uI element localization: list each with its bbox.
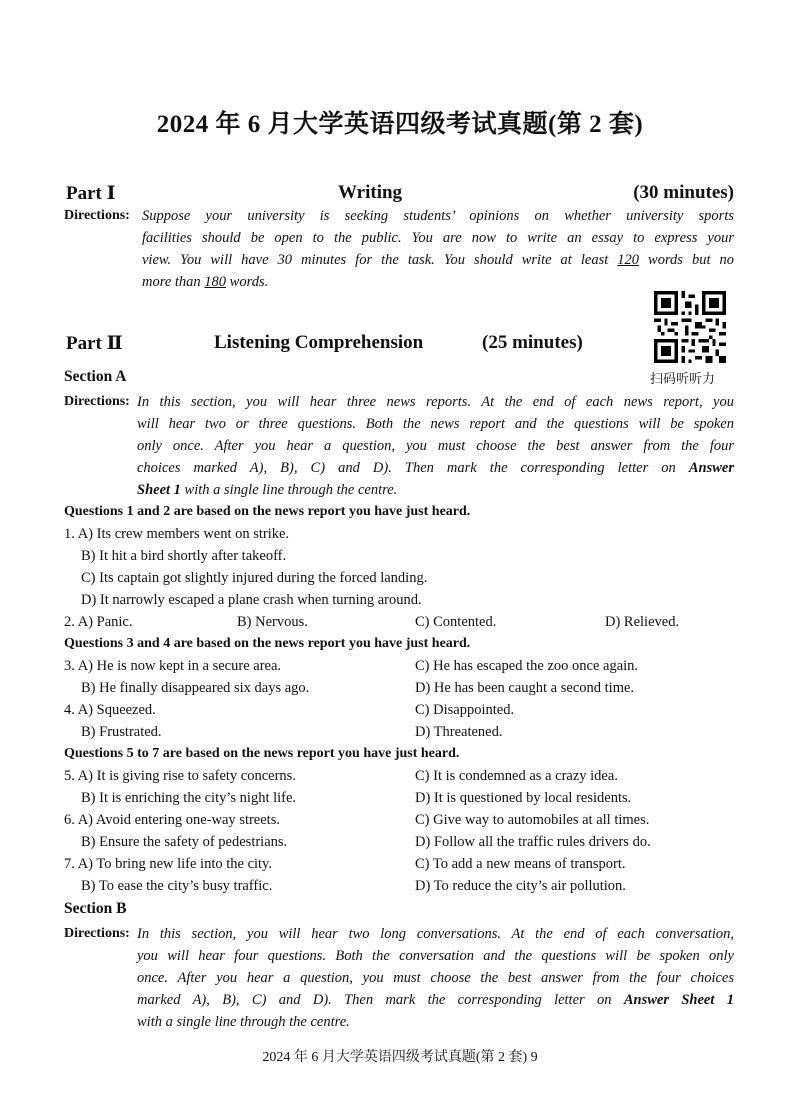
q3-option-b: B) He finally disappeared six days ago.	[81, 680, 310, 696]
section-b-dir-line: with a single line through the centre.	[137, 1014, 350, 1030]
q1-option-c: C) Its captain got slightly injured during the forced landing.	[81, 570, 428, 586]
answer-sheet-label: Answer Sheet 1	[623, 992, 734, 1008]
question-group-heading: Questions 3 and 4 are based on the news report you have just heard.	[64, 636, 471, 651]
part1-dir-line	[142, 271, 734, 293]
question-group-heading: Questions 1 and 2 are based on the news report you have just heard.	[64, 504, 471, 519]
q5-option-b: B) It is enriching the city’s night life.	[81, 790, 297, 806]
section-a-directions-label: Directions:	[64, 394, 130, 409]
section-a-dir-line: only once. After you hear a question, you must choose the best answer from the four	[137, 438, 734, 454]
max-words: 180	[204, 274, 227, 290]
qr-code-icon[interactable]	[654, 291, 726, 363]
part1-dir-line	[142, 249, 734, 271]
q2-option-c: C) Contented.	[415, 614, 497, 630]
part1-dir-text: words but no	[639, 252, 734, 268]
qr-caption: 扫码听听力	[650, 372, 716, 387]
part1-time: (30 minutes)	[633, 182, 734, 203]
part1-dir-text: view. You will have 30 minutes for the task. You should write at least	[142, 252, 618, 268]
q4-option-a: 4. A) Squeezed.	[64, 702, 156, 718]
section-b-dir-line	[137, 989, 734, 1011]
section-a-dir-line: will hear two or three questions. Both the news report and the questions will be spoken	[137, 416, 734, 432]
q1-option-d: D) It narrowly escaped a plane crash when turning around.	[81, 592, 422, 608]
min-words: 120	[617, 252, 640, 268]
section-b-heading: Section B	[64, 900, 127, 917]
page-footer: 2024 年 6 月大学英语四级考试真题(第 2 套) 9	[262, 1050, 538, 1065]
section-a-heading: Section A	[64, 368, 127, 385]
q4-option-d: D) Threatened.	[415, 724, 503, 740]
answer-sheet-label: Sheet 1	[137, 482, 181, 498]
part1-dir-line: facilities should be open to the public. You are now to write an essay to express your	[142, 230, 734, 246]
q6-option-b: B) Ensure the safety of pedestrians.	[81, 834, 288, 850]
q2-option-b: B) Nervous.	[237, 614, 308, 630]
q7-option-b: B) To ease the city’s busy traffic.	[81, 878, 273, 894]
part1-dir-text: words.	[226, 274, 269, 290]
part2-time: (25 minutes)	[482, 332, 583, 353]
q4-option-b: B) Frustrated.	[81, 724, 162, 740]
q1-option-b: B) It hit a bird shortly after takeoff.	[81, 548, 287, 564]
section-a-dir-line	[137, 479, 734, 501]
part1-label: Part Ⅰ	[66, 183, 116, 204]
q4-option-c: C) Disappointed.	[415, 702, 515, 718]
q3-option-c: C) He has escaped the zoo once again.	[415, 658, 639, 674]
q5-option-d: D) It is questioned by local residents.	[415, 790, 632, 806]
q6-option-c: C) Give way to automobiles at all times.	[415, 812, 650, 828]
q3-option-a: 3. A) He is now kept in a secure area.	[64, 658, 282, 674]
q2-option-d: D) Relieved.	[605, 614, 680, 630]
section-b-dir-line: once. After you hear a question, you must choose the best answer from the four choices	[137, 970, 734, 986]
section-a-dir-line	[137, 457, 734, 479]
section-a-dir-line: In this section, you will hear three news reports. At the end of each news report, you	[137, 394, 734, 410]
section-b-directions	[137, 923, 734, 1033]
q1-option-a: 1. A) Its crew members went on strike.	[64, 526, 290, 542]
q6-option-a: 6. A) Avoid entering one-way streets.	[64, 812, 280, 828]
q7-option-d: D) To reduce the city’s air pollution.	[415, 878, 626, 894]
page-title: 2024 年 6 月大学英语四级考试真题(第 2 套)	[156, 111, 644, 138]
q5-option-c: C) It is condemned as a crazy idea.	[415, 768, 618, 784]
section-a-dir-text: choices marked A), B), C) and D). Then mark the corresponding letter on	[137, 460, 689, 476]
section-b-dir-line: you will hear four questions. Both the conversation and the questions will be spoken only	[137, 948, 734, 964]
section-a-directions	[137, 391, 734, 501]
q3-option-d: D) He has been caught a second time.	[415, 680, 635, 696]
q5-option-a: 5. A) It is giving rise to safety concerns.	[64, 768, 296, 784]
q2-option-a: 2. A) Panic.	[64, 614, 133, 630]
part1-directions	[142, 205, 734, 293]
part2-name: Listening Comprehension	[214, 332, 424, 353]
section-b-dir-text: marked A), B), C) and D). Then mark the corresponding letter on	[137, 992, 624, 1008]
part1-directions-label: Directions:	[64, 208, 130, 223]
section-b-dir-line: In this section, you will hear two long conversations. At the end of each conversation,	[137, 926, 734, 942]
part1-dir-line: Suppose your university is seeking students’ opinions on whether university sports	[142, 208, 734, 224]
question-group-heading: Questions 5 to 7 are based on the news report you have just heard.	[64, 746, 460, 761]
q7-option-a: 7. A) To bring new life into the city.	[64, 856, 272, 872]
answer-sheet-label: Answer	[688, 460, 734, 476]
section-a-dir-text: with a single line through the centre.	[180, 482, 398, 498]
q6-option-d: D) Follow all the traffic rules drivers do.	[415, 834, 651, 850]
part2-label: Part Ⅱ	[66, 333, 123, 354]
q7-option-c: C) To add a new means of transport.	[415, 856, 626, 872]
section-b-directions-label: Directions:	[64, 926, 130, 941]
part1-dir-text: more than	[142, 274, 205, 290]
part1-name: Writing	[338, 182, 403, 203]
